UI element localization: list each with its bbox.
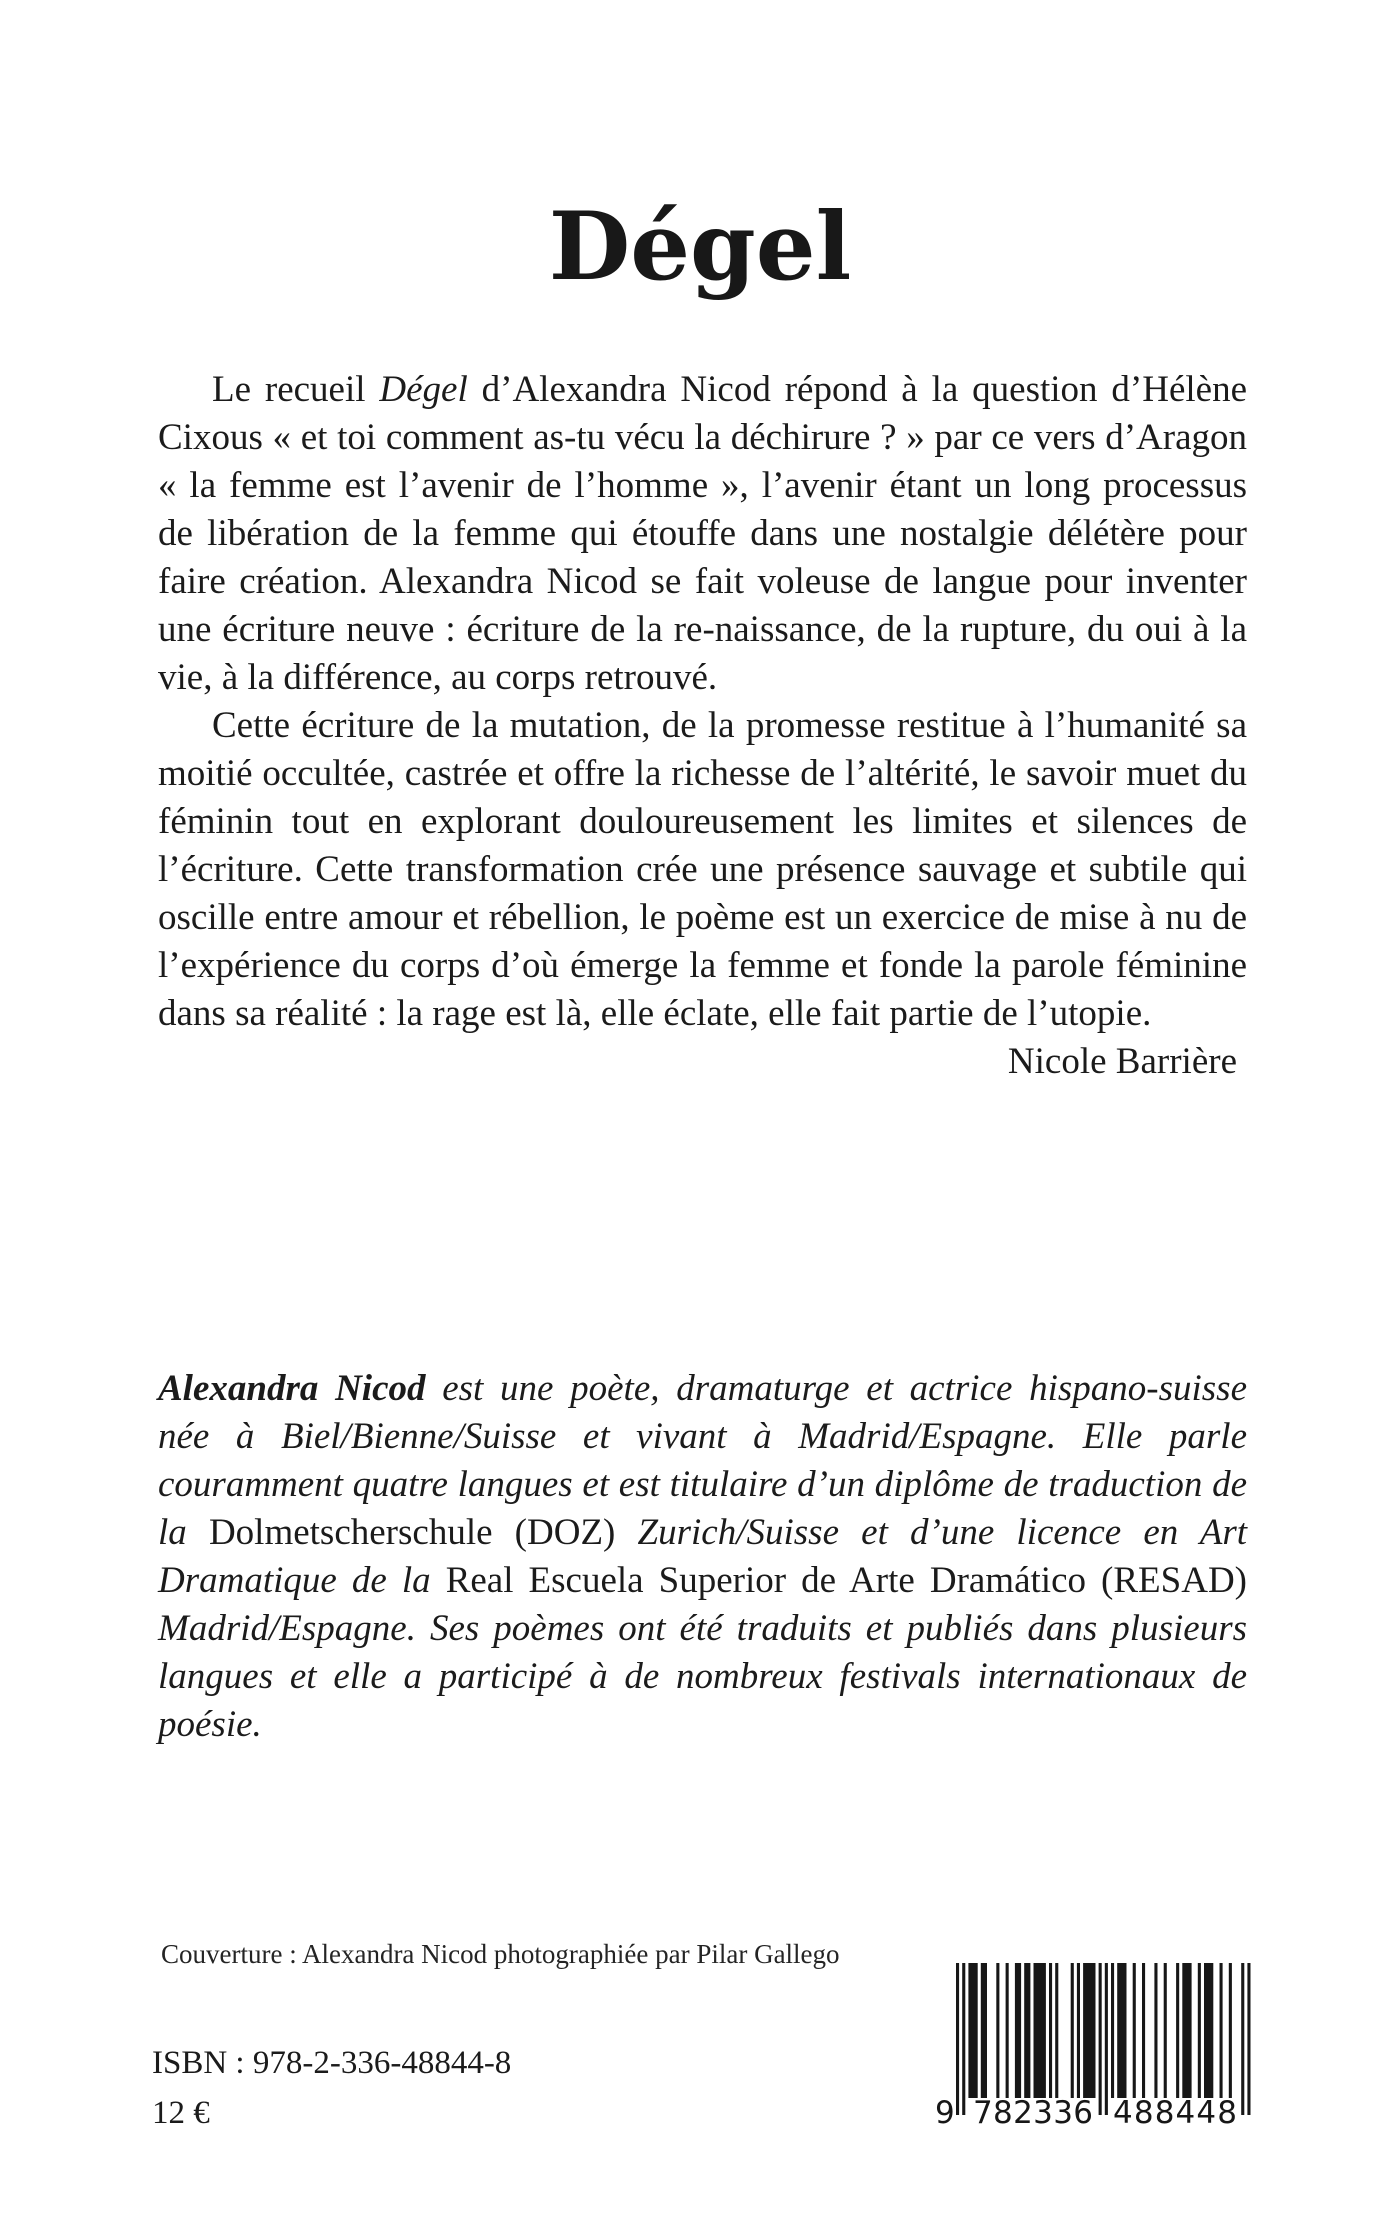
barcode-bar xyxy=(1077,1963,1080,2098)
barcode-bar xyxy=(996,1963,999,2098)
barcode-bar xyxy=(1006,1963,1009,2098)
barcode-bar xyxy=(1071,1963,1074,2098)
barcode-bar xyxy=(1198,1963,1201,2098)
cover-credit: Couverture : Alexandra Nicod photographiée par Pilar Gallego xyxy=(161,1939,840,1969)
signature: Nicole Barrière xyxy=(1007,1041,1237,1082)
text-run: d’Alexandra Nicod répond à la question d’Hélène Cixous « et toi comment as-tu vécu la déchirure ? » par ce vers d’Aragon « la femme est l’avenir de l’homme », l’avenir étant un long processus de libération de la femme qui étouffe dans une nostalgie délétère pour faire création. Alexandra Nicod se fait voleuse de langue pour inventer une écriture neuve : écriture de la re-naissance, de la rupture, du oui à la vie, à la différence, au corps retrouvé. xyxy=(158,369,1247,698)
barcode-bar xyxy=(1117,1963,1126,2098)
barcode-bar xyxy=(1049,1963,1052,2098)
barcode-bar xyxy=(1229,1963,1232,2098)
barcode-bar xyxy=(1247,1963,1250,2115)
text-run: Alexandra Nicod xyxy=(158,1368,426,1409)
barcode-bar xyxy=(1176,1963,1179,2098)
text-run: Dolmetscherschule (DOZ) xyxy=(208,1512,616,1553)
synopsis xyxy=(158,366,1247,1086)
barcode-bar xyxy=(1182,1963,1191,2098)
barcode-digits: 9 xyxy=(935,2095,955,2131)
barcode-bar xyxy=(1099,1963,1102,2115)
barcode-bar xyxy=(956,1963,959,2115)
text-run: Real Escuela Superior de Arte Dramático (RESAD) xyxy=(445,1560,1247,1601)
text-run: Cette écriture de la mutation, de la promesse restitue à l’humanité sa moitié occultée, castrée et offre la richesse de l’altérité, le savoir muet du féminin tout en explorant douloureusement les limites et silences de l’écriture. Cette transformation crée une présence sauvage et subtile qui oscille entre amour et rébellion, le poème est un exercice de mise à nu de l’expérience du corps d’où émerge la femme et fonde la parole féminine dans sa réalité : la rage est là, elle éclate, elle fait partie de l’utopie. xyxy=(158,705,1247,1034)
barcode-bar xyxy=(1241,1963,1244,2115)
barcode-bar xyxy=(1055,1963,1058,2098)
barcode-bar xyxy=(1024,1963,1030,2098)
barcode-digits: 488448 xyxy=(1113,2095,1237,2131)
barcode-bar xyxy=(1142,1963,1145,2098)
page-title: Dégel xyxy=(548,191,852,302)
bio-paragraph xyxy=(158,1365,1247,1749)
synopsis-paragraph xyxy=(158,366,1247,702)
synopsis-paragraph xyxy=(158,702,1247,1038)
text-run: est une poète, dramaturge et actrice hispano-suisse née à Biel/Bienne/Suisse et vivant à Madrid/Espagne. Elle parle couramment quatre langues et est titulaire d’un diplôme de traduction de la xyxy=(158,1368,1248,1553)
barcode-digits: 782336 xyxy=(973,2095,1093,2131)
text-run: Le recueil xyxy=(212,369,380,410)
isbn: ISBN : 978-2-336-48844-8 xyxy=(152,2045,512,2081)
barcode-bar xyxy=(1204,1963,1213,2098)
barcode-bar xyxy=(1154,1963,1157,2098)
author-bio xyxy=(158,1365,1247,1749)
text-run: Zurich/Suisse et d’une licence en Art Dramatique de la xyxy=(158,1512,1248,1601)
barcode-bar xyxy=(981,1963,987,2098)
barcode-bar xyxy=(1220,1963,1223,2098)
barcode-bar xyxy=(1015,1963,1021,2098)
barcode-bar xyxy=(1105,1963,1108,2115)
barcode-bar xyxy=(1111,1963,1114,2098)
barcode-bar xyxy=(1083,1963,1095,2098)
text-run: Madrid/Espagne. Ses poèmes ont été traduits et publiés dans plusieurs langues et elle a participé à de nombreux festivals internationaux de poésie. xyxy=(158,1608,1247,1745)
barcode-bar xyxy=(968,1963,977,2098)
barcode-bar xyxy=(1133,1963,1136,2098)
barcode-bar xyxy=(962,1963,965,2115)
barcode-svg xyxy=(933,1961,1263,2133)
text-run: Dégel xyxy=(379,369,468,410)
barcode xyxy=(933,1961,1263,2133)
price: 12 € xyxy=(152,2095,210,2131)
barcode-bar xyxy=(1164,1963,1167,2098)
barcode-bar xyxy=(1034,1963,1046,2098)
